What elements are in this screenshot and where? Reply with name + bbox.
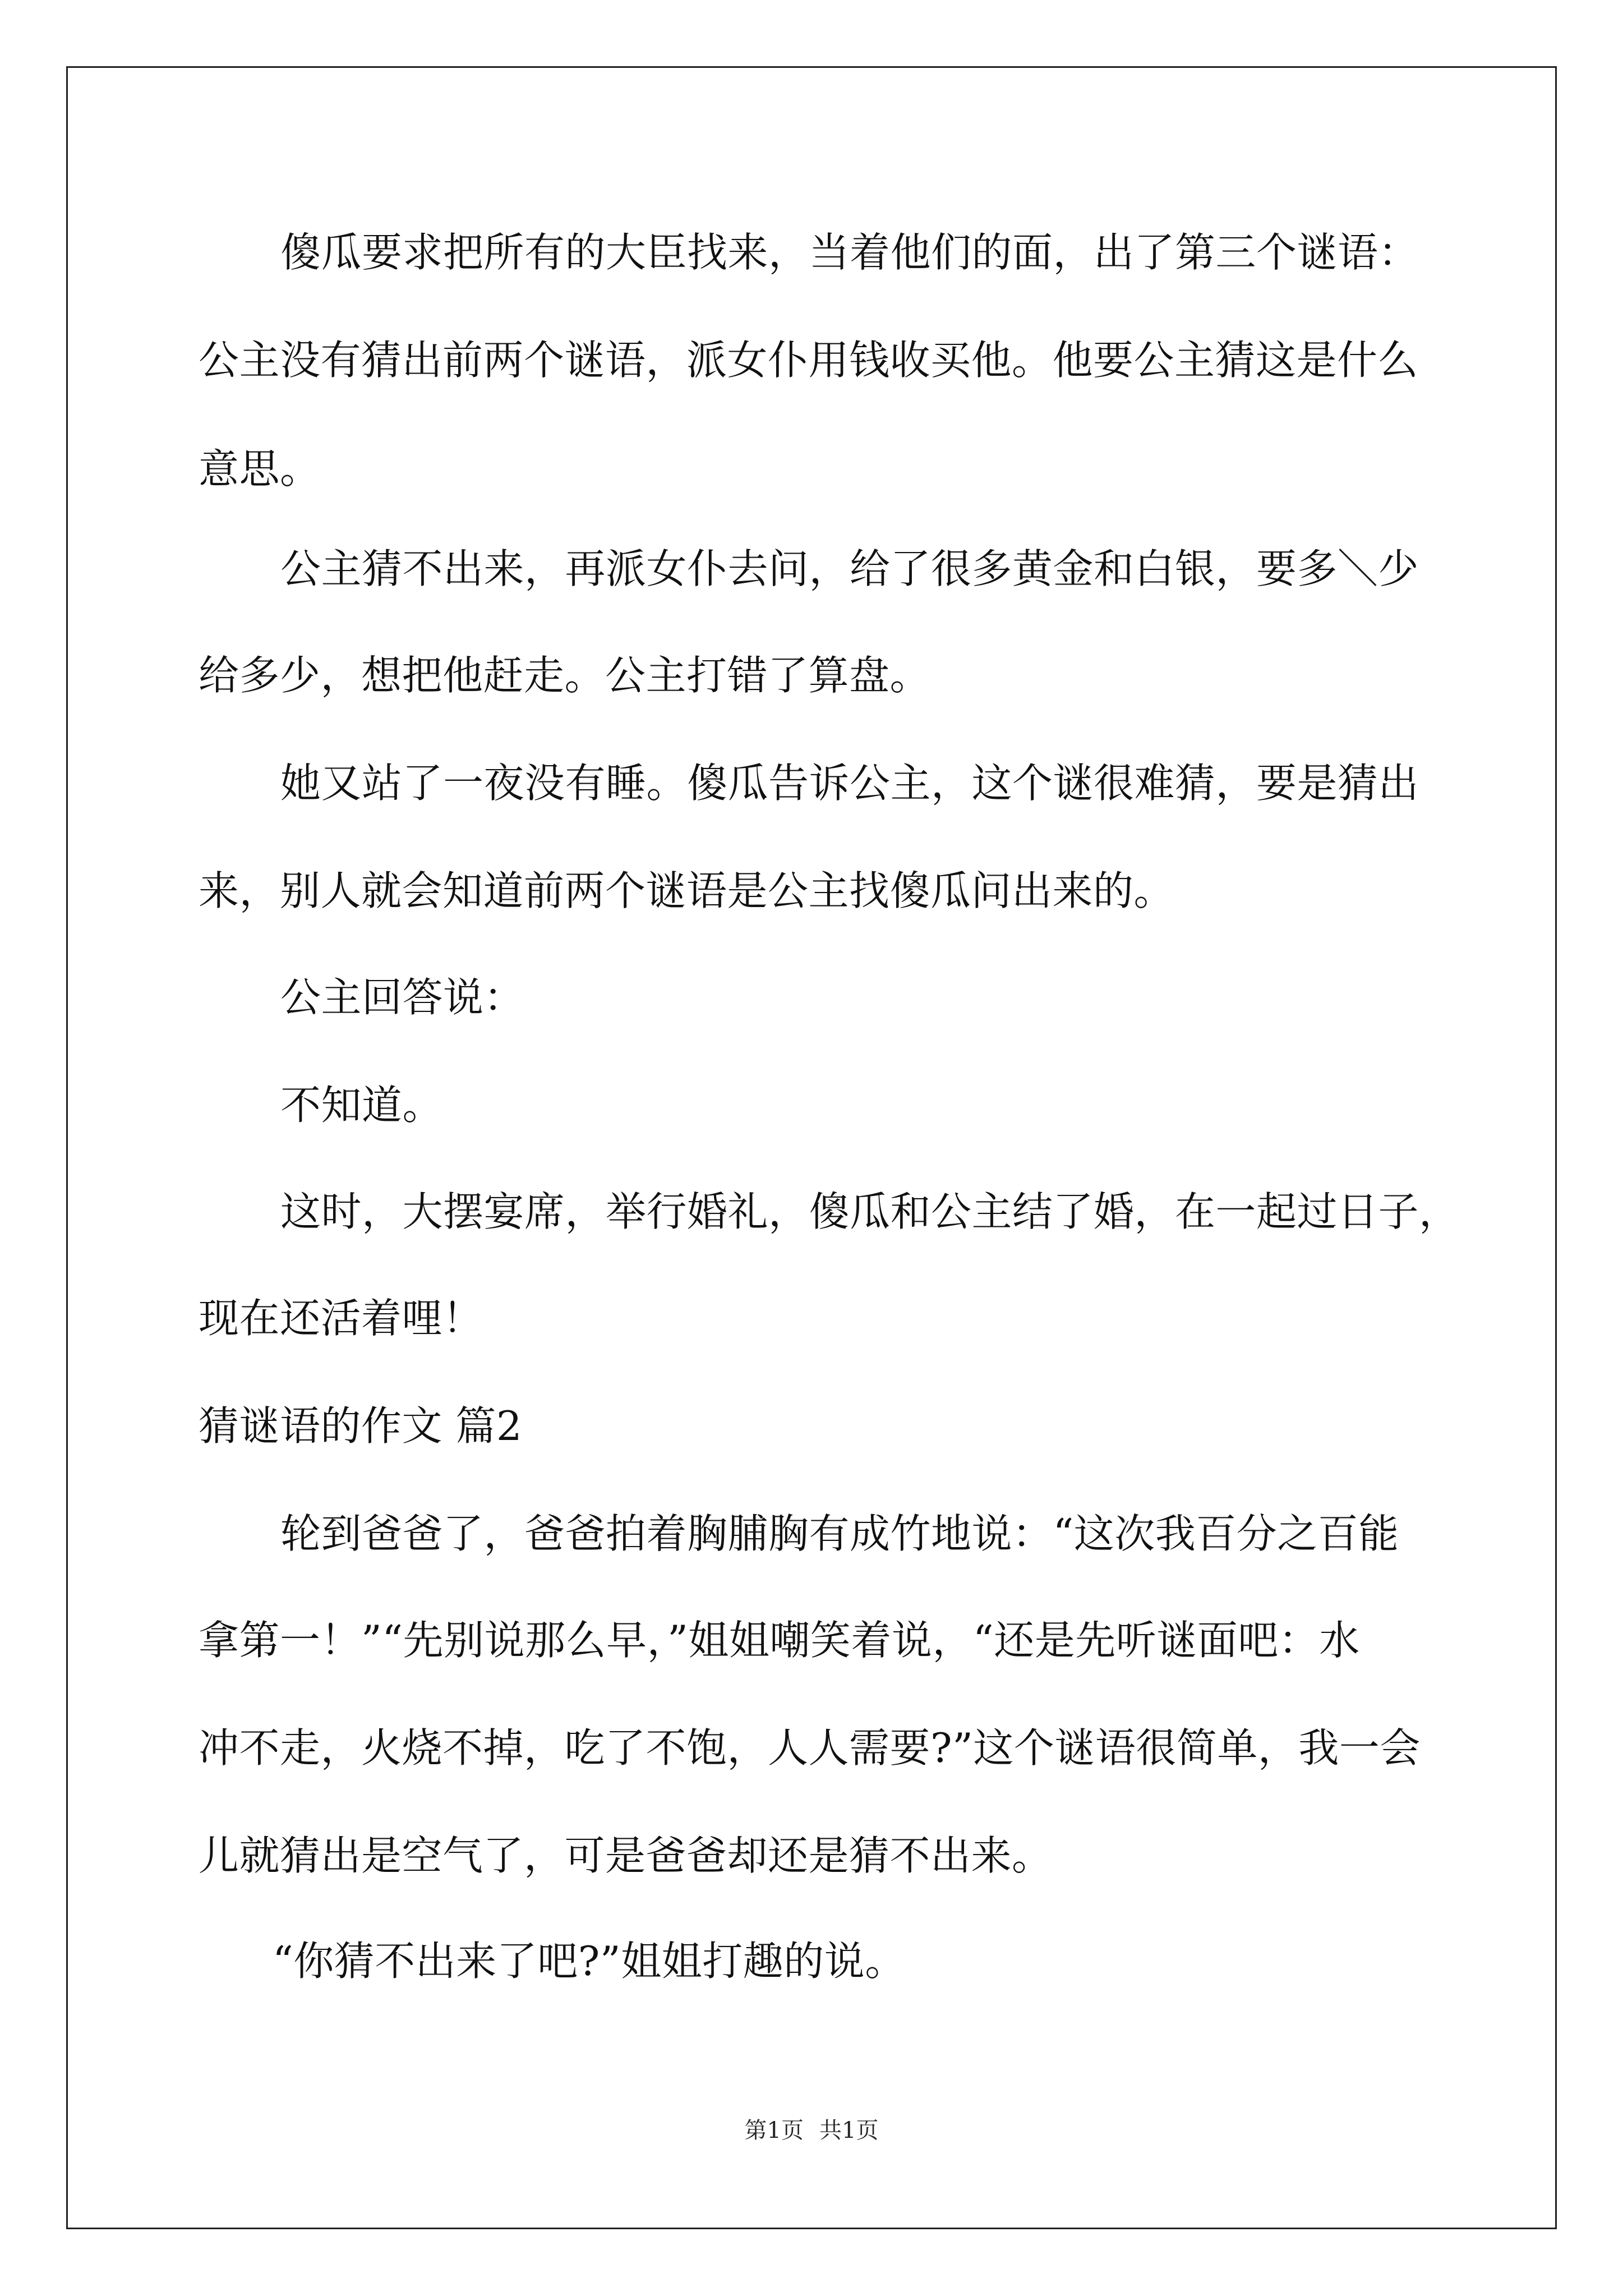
paragraph-6-line-2: 现在还活着哩！: [199, 1295, 483, 1342]
paragraph-8-line-2: 拿第一！”“先别说那么早，”姐姐嘲笑着说，“还是先听谜面吧：水: [199, 1617, 1360, 1664]
paragraph-3-line-1: 她又站了一夜没有睡。傻瓜告诉公主，这个谜很难猜，要是猜出: [280, 760, 1419, 807]
paragraph-5-line-1: 不知道。: [280, 1082, 444, 1129]
paragraph-8-line-1: 轮到爸爸了，爸爸拍着胸脯胸有成竹地说：“这次我百分之百能: [280, 1510, 1399, 1557]
paragraph-1-line-1: 傻瓜要求把所有的大臣找来，当着他们的面，出了第三个谜语：: [280, 229, 1419, 276]
paragraph-1-line-3: 意思。: [199, 445, 321, 493]
paragraph-9-line-1: “你猜不出来了吧?”姐姐打趣的说。: [273, 1938, 906, 1985]
paragraph-1-line-2: 公主没有猜出前两个谜语，派女仆用钱收买他。他要公主猜这是什么: [199, 337, 1419, 384]
page-border: [66, 66, 1557, 2229]
paragraph-3-line-2: 来，别人就会知道前两个谜语是公主找傻瓜问出来的。: [199, 867, 1175, 914]
section-heading: 猜谜语的作文 篇2: [199, 1402, 523, 1450]
paragraph-2-line-1: 公主猜不出来，再派女仆去问，给了很多黄金和白银，要多＼少: [280, 545, 1419, 592]
paragraph-4-line-1: 公主回答说：: [280, 974, 525, 1021]
paragraph-6-line-1: 这时，大摆宴席，举行婚礼，傻瓜和公主结了婚，在一起过日子，: [280, 1188, 1460, 1235]
paragraph-8-line-4: 儿就猜出是空气了，可是爸爸却还是猜不出来。: [199, 1832, 1053, 1879]
total-pages-label: 共1页: [819, 2118, 879, 2143]
paragraph-8-line-3: 冲不走，火烧不掉，吃了不饱，人人需要?”这个谜语很简单，我一会: [199, 1724, 1421, 1772]
page-number-label: 第1页: [744, 2118, 804, 2143]
page-footer: [0, 2115, 1623, 2146]
paragraph-2-line-2: 给多少，想把他赶走。公主打错了算盘。: [199, 652, 931, 699]
